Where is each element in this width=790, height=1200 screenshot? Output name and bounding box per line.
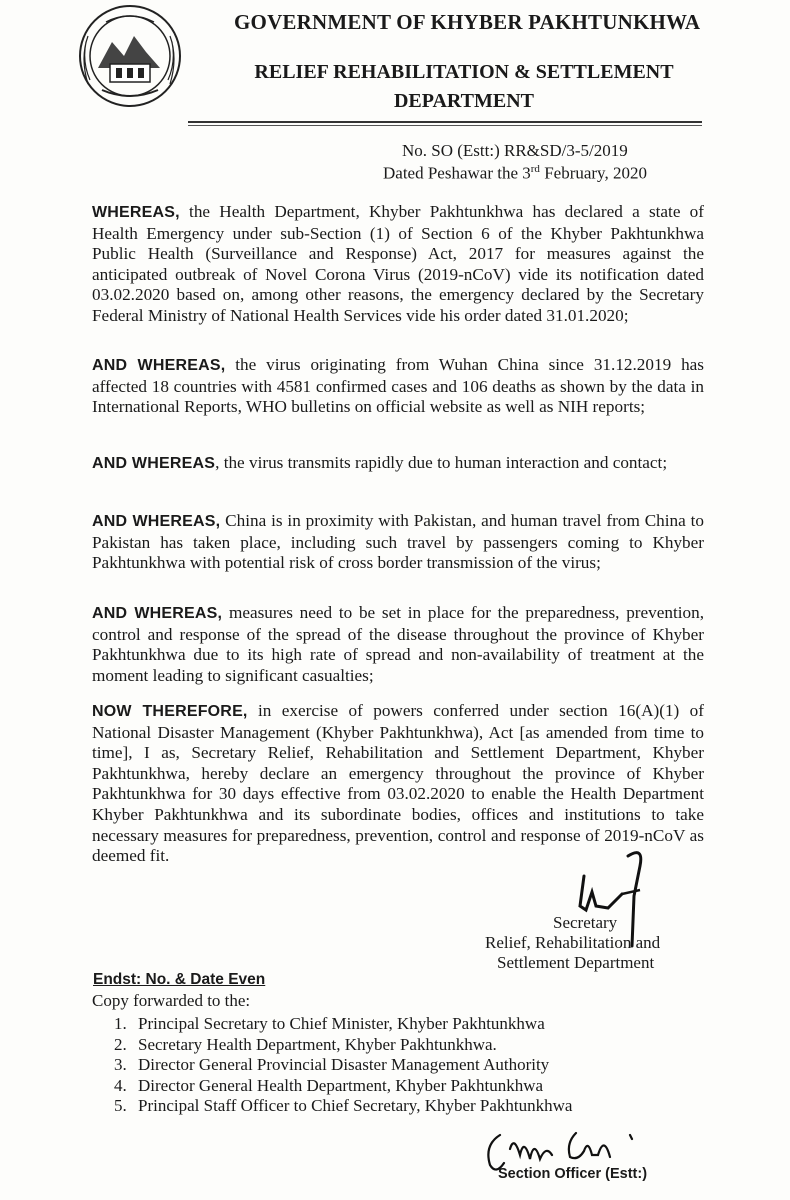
list-item xyxy=(114,1035,714,1056)
list-number: 2. xyxy=(114,1034,127,1054)
paragraph-text: the virus originating from Wuhan China since 31.12.2019 has affected 18 countries with 4581 confirmed cases and 106 deaths as shown by the data in International Reports, WHO bulletins on official website as well as NIH reports; xyxy=(92,355,704,417)
department-line-2: DEPARTMENT xyxy=(393,90,535,112)
paragraph-text: the Health Department, Khyber Pakhtunkhwa has declared a state of Health Emergency under sub-Section (1) of Section 6 of the Khyber Pakhtunkhwa Public Health (Surveillance and Response) Act, 2017 for measures against the anticipated outbreak of Novel Corona Virus (2019-nCoV) vide its notification dated 03.02.2020 based on, among other reasons, the emergency declared by the Secretary Federal Ministry of National Health Services vide his order dated 31.01.2020; xyxy=(92,202,704,325)
paragraph-whereas-3 xyxy=(92,453,704,475)
paragraph-lead: AND WHEREAS xyxy=(92,455,216,472)
list-item-text: Principal Secretary to Chief Minister, Khyber Pakhtunkhwa xyxy=(138,1014,545,1033)
list-item xyxy=(114,1096,714,1117)
paragraph-lead: AND WHEREAS, xyxy=(92,357,226,374)
government-seal-icon xyxy=(76,2,184,110)
copy-forwarded-intro: Copy forwarded to the: xyxy=(92,991,251,1010)
list-item xyxy=(114,1014,714,1035)
section-officer-title: Section Officer (Estt:) xyxy=(498,1166,648,1182)
paragraph-lead: NOW THEREFORE, xyxy=(92,703,248,720)
paragraph-text: measures need to be set in place for the preparedness, prevention, control and response of the spread of the disease throughout the province of Khyber Pakhtunkhwa due to its high rate of spread and non-availability of treatment at the moment leading to significant casualties; xyxy=(92,603,704,685)
list-item xyxy=(114,1076,714,1097)
paragraph-whereas-4 xyxy=(92,511,704,574)
header-rule xyxy=(188,121,702,123)
paragraph-whereas-5 xyxy=(92,603,704,686)
list-item-text: Principal Staff Officer to Chief Secretary, Khyber Pakhtunkhwa xyxy=(138,1096,573,1115)
date-line xyxy=(383,163,647,184)
signatory-title: Secretary xyxy=(553,913,618,932)
paragraph-whereas-1 xyxy=(92,202,704,327)
header-rule-thin xyxy=(188,125,702,126)
list-number: 1. xyxy=(114,1014,127,1033)
paragraph-lead: WHEREAS, xyxy=(92,204,180,221)
paragraph-text: China is in proximity with Pakistan, and human travel from China to Pakistan has taken place, including such travel by passengers coming to Khyber Pakhtunkhwa with potential risk of cross border transmission of the virus; xyxy=(92,511,704,573)
list-item-text: Director General Provincial Disaster Management Authority xyxy=(138,1055,550,1074)
signatory-department-line-2: Settlement Department xyxy=(497,953,655,972)
list-item xyxy=(114,1055,714,1076)
date-prefix: Dated Peshawar the 3 xyxy=(383,163,531,183)
list-item-text: Secretary Health Department, Khyber Pakhtunkhwa. xyxy=(138,1034,497,1054)
department-line-1: RELIEF REHABILITATION & SETTLEMENT xyxy=(254,61,674,83)
paragraph-text: in exercise of powers conferred under section 16(A)(1) of National Disaster Management (Khyber Pakhtunkhwa), Act [as amended from time to time], I as, Secretary Relief, Rehabilitation and Settlement Department, Khyber Pakhtunkhwa, hereby declare an emergency throughout the province of Khyber Pakhtunkhwa for 30 days effective from 03.02.2020 to enable the Health Department Khyber Pakhtunkhwa and its subordinate bodies, offices and institutions to take necessary measures for preparedness, prevention, control and response of 2019-nCoV as deemed fit. xyxy=(92,701,705,866)
date-month-year: February, 2020 xyxy=(539,163,647,183)
government-title: GOVERNMENT OF KHYBER PAKHTUNKHWA xyxy=(234,10,701,34)
endorsement-heading: Endst: No. & Date Even xyxy=(93,971,266,988)
copy-recipient-list xyxy=(114,1014,714,1117)
list-item-text: Director General Health Department, Khyber Pakhtunkhwa xyxy=(138,1075,544,1095)
paragraph-text: , the virus transmits rapidly due to human interaction and contact; xyxy=(215,453,668,472)
date-suffix-sup: rd xyxy=(530,163,540,175)
paragraph-lead: AND WHEREAS, xyxy=(92,605,223,622)
reference-number: No. SO (Estt:) RR&SD/3-5/2019 xyxy=(402,141,628,160)
paragraph-lead: AND WHEREAS, xyxy=(92,513,221,530)
list-number: 3. xyxy=(114,1055,127,1074)
department-title xyxy=(244,58,684,116)
signatory-department-line-1: Relief, Rehabilitation and xyxy=(485,933,661,952)
list-number: 5. xyxy=(114,1096,127,1115)
paragraph-whereas-2 xyxy=(92,355,704,418)
list-number: 4. xyxy=(114,1075,127,1095)
